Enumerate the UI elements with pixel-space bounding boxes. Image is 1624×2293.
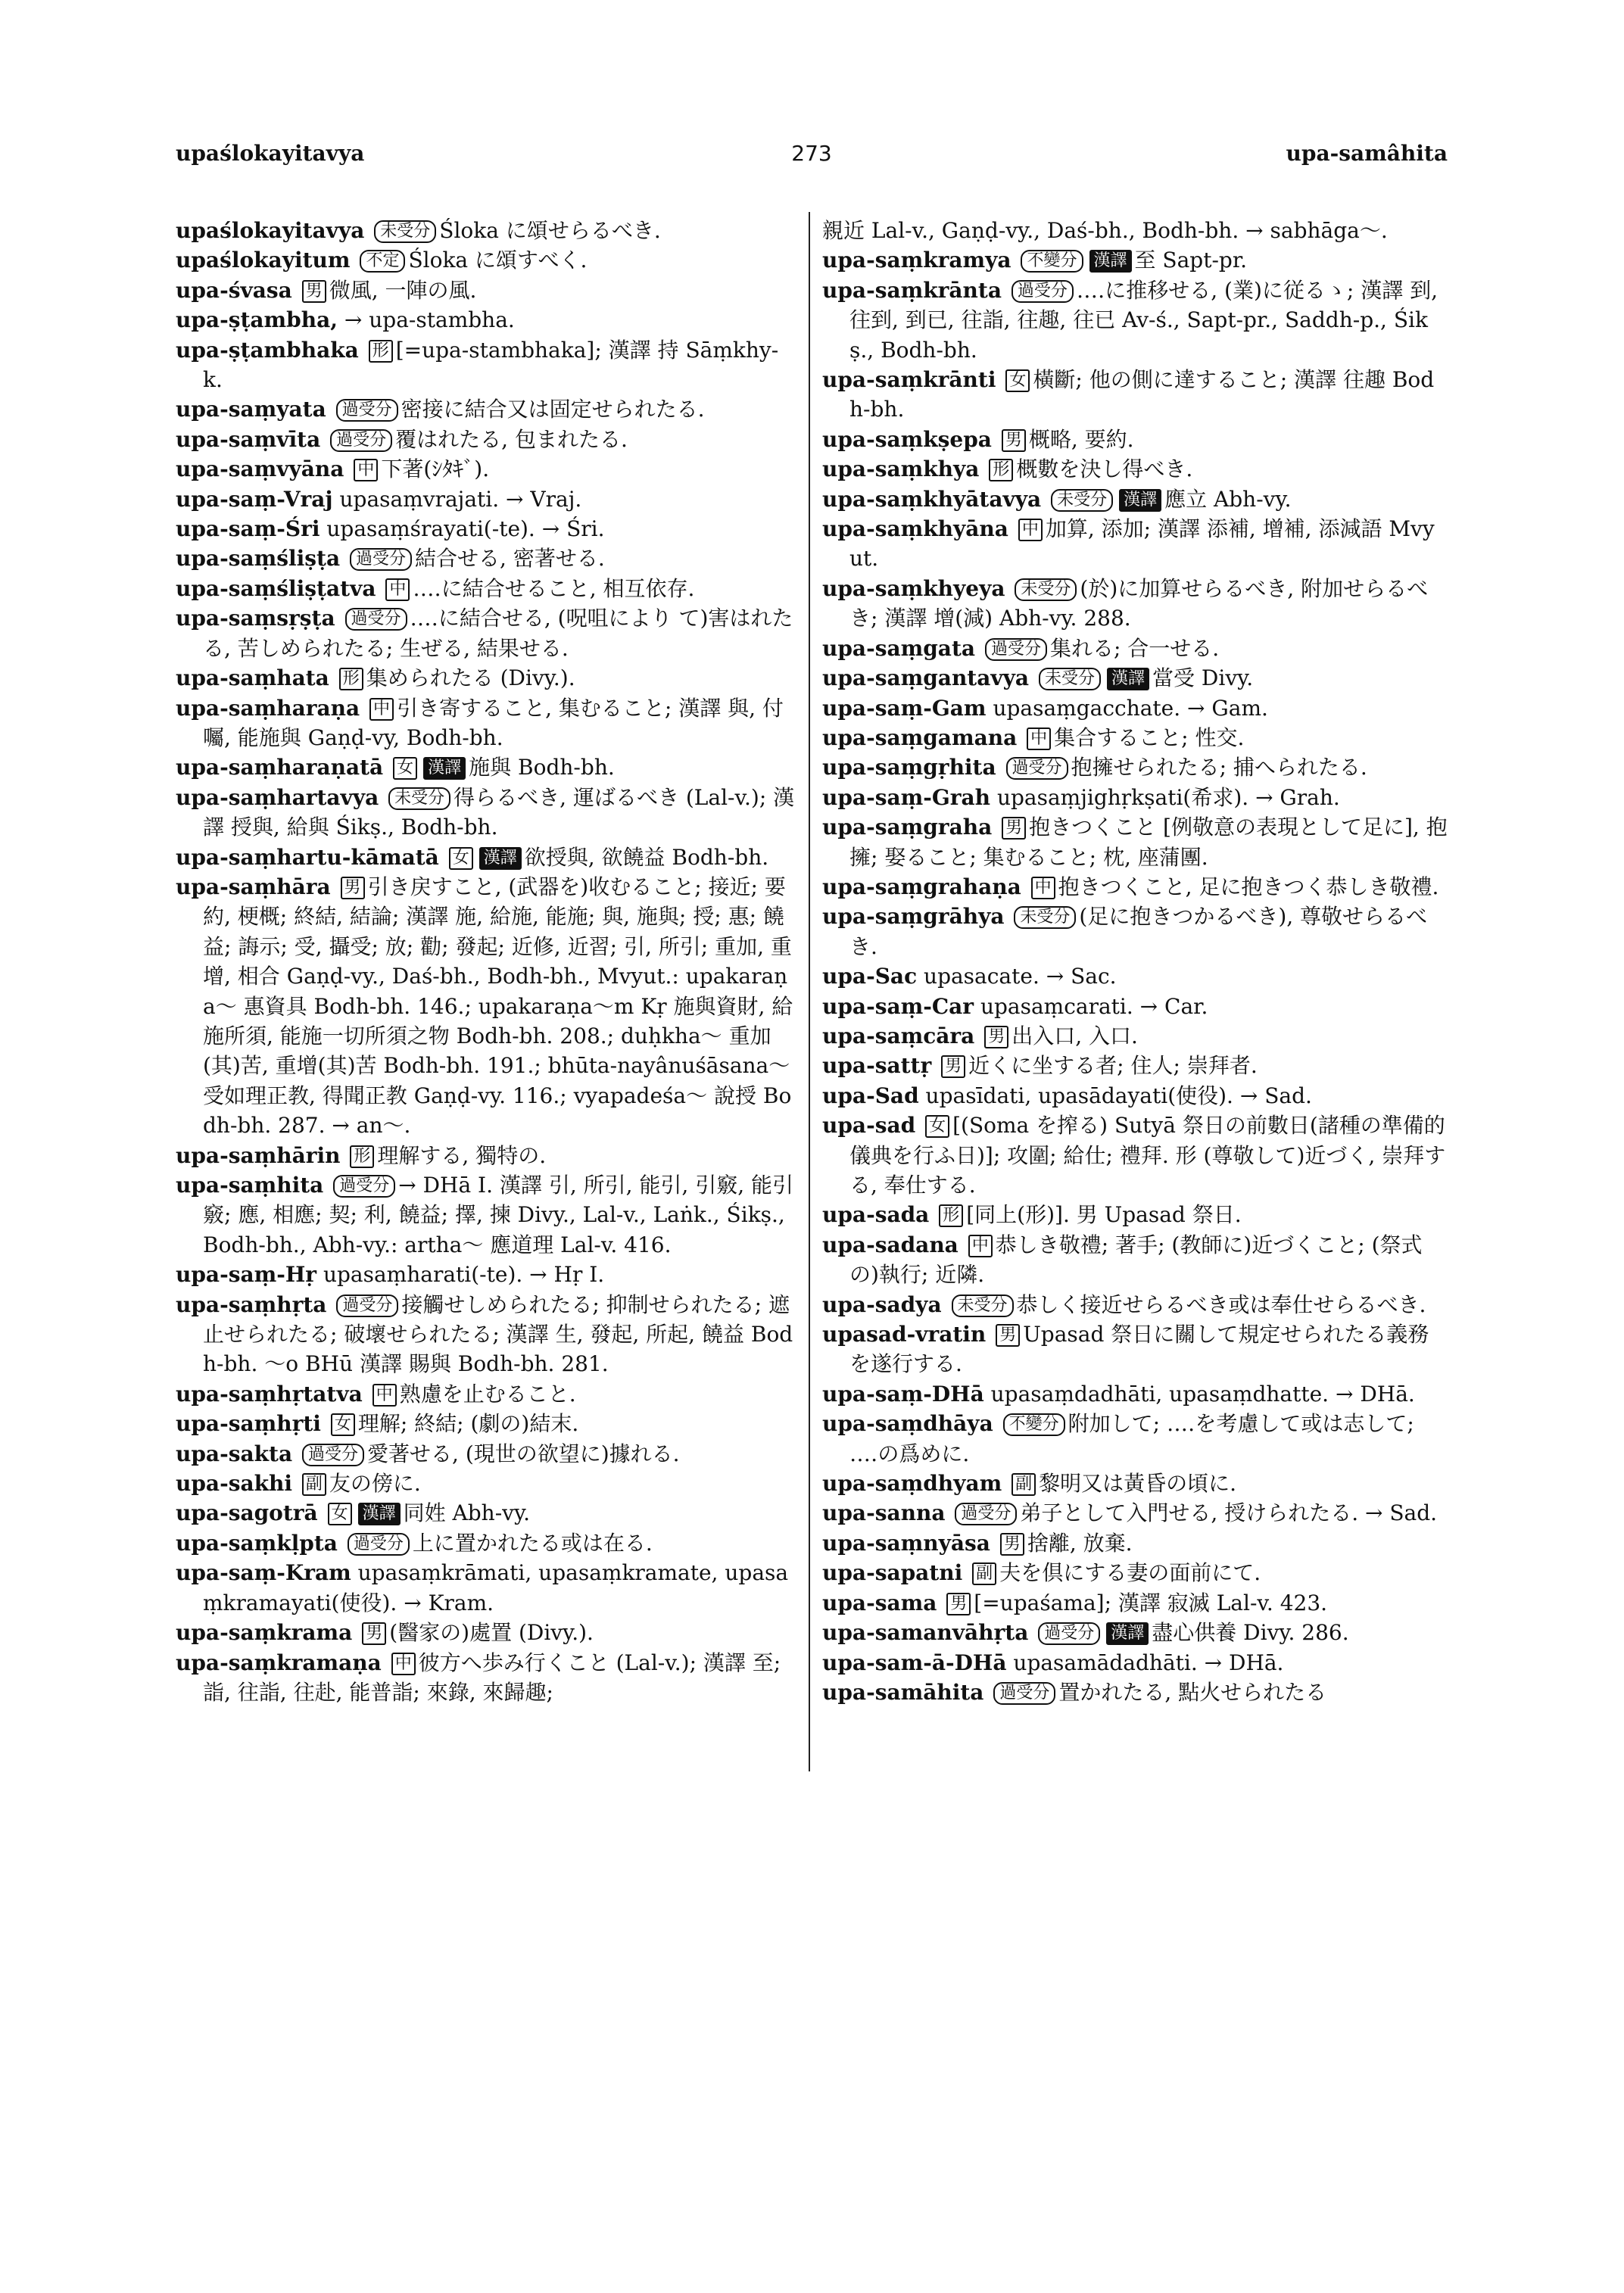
entry-headword: upa-saṃvīta (176, 426, 321, 452)
entry-definition: 熟慮を止むること. (399, 1381, 576, 1407)
entry-definition: ‥‥に結合せること, 相互依存. (413, 575, 695, 601)
dictionary-entry (176, 1558, 796, 1618)
grammar-tag: 過受分 (348, 1533, 410, 1556)
entry-definition: 恭しく接近せらるべき或は奉仕せらるべき. (1016, 1291, 1426, 1317)
entry-headword: upa-saṃkhyātavya (822, 486, 1042, 512)
dictionary-entry (822, 663, 1448, 693)
grammar-tag: 未受分 (374, 220, 436, 243)
dictionary-entry (822, 514, 1448, 574)
dictionary-entry (822, 992, 1448, 1021)
entry-headword: upa-Sac (822, 964, 918, 989)
entry-definition: [(Soma を搾る) Sutyā 祭日の前數日(諸種の準備的儀典を行ふ日)]; 攻圍; 給仕; 禮拜. 形 (尊敬して)近づく, 崇拜する, 奉仕する. (849, 1113, 1446, 1198)
entry-definition: 應立 Abh-vy. (1164, 486, 1292, 512)
entry-headword: upa-saṃgamana (822, 724, 1018, 750)
grammar-tag: 過受分 (350, 548, 412, 571)
dictionary-entry (176, 454, 796, 484)
grammar-tag: 中 (369, 698, 394, 721)
grammar-tag: 過受分 (1038, 1622, 1100, 1645)
entry-headword: upa-saṃhārin (176, 1142, 341, 1168)
grammar-tag: 不變分 (1021, 250, 1083, 273)
entry-headword: upa-saṃ-Vraj (176, 486, 333, 512)
column-divider (809, 212, 810, 1771)
grammar-tag: 女 (449, 847, 473, 870)
grammar-tag: 過受分 (993, 1682, 1055, 1705)
entry-definition: 弟子として入門せる, 授けられたる. → Sad. (1020, 1500, 1438, 1526)
dictionary-entry (822, 1051, 1448, 1080)
entry-definition: 集合すること; 性交. (1054, 724, 1245, 750)
entry-headword: upa-saṃhṛtatva (176, 1381, 363, 1407)
entry-headword: upa-samāhita (822, 1679, 984, 1705)
entry-headword: upa-saṃgrāhya (822, 904, 1005, 930)
dictionary-entry (822, 1678, 1448, 1707)
entry-definition: upasaṃjighṛkṣati(希求). → Grah. (996, 784, 1340, 810)
entry-headword: upa-sapatni (822, 1560, 963, 1586)
dictionary-entry (176, 1290, 796, 1379)
entry-definition: 覆はれたる, 包まれたる. (395, 426, 628, 452)
dictionary-entry (176, 276, 796, 305)
entry-headword: upa-sanna (822, 1500, 946, 1526)
dictionary-entry (822, 783, 1448, 812)
grammar-tag: 男 (946, 1593, 971, 1615)
entry-definition: 出入口, 入口. (1011, 1023, 1138, 1048)
entry-headword: upa-saṃkramaṇa (176, 1650, 382, 1675)
entry-definition: 抱きつくこと [例敬意の表現として足に], 抱擁; 娶ること; 集むること; 枕, 座蒲團. (849, 815, 1448, 870)
dictionary-entry (176, 693, 796, 753)
header-left-guideword: upaślokayitavya (176, 141, 365, 166)
entry-definition: Śloka に頌すべく. (408, 248, 588, 273)
dictionary-entry (822, 425, 1448, 454)
entry-definition: Upasad 祭日に關して規定せられたる義務を遂行する. (849, 1322, 1429, 1377)
entry-definition: 概數を決し得べき. (1016, 456, 1193, 482)
grammar-tag: 副 (1011, 1473, 1036, 1496)
dictionary-entry (822, 1528, 1448, 1558)
grammar-tag: 女 (393, 757, 417, 780)
grammar-tag: 形 (989, 459, 1013, 481)
entry-definition: upasaṃdadhāti, upasaṃdhatte. → DHā. (990, 1381, 1415, 1407)
entry-definition: 友の傍に. (329, 1471, 421, 1497)
entry-definition: → DHā I. 漢譯 引, 所引, 能引, 引竅, 能引竅; 應, 相應; 契; 利, 饒益; 擇, 揀 Divy., Lal-v., Laṅk., Śikṣ., Bodh-bh., Abh-vy.: artha〜 應道理 Lal-v. 416. (203, 1173, 794, 1257)
grammar-tag: 過受分 (333, 1175, 395, 1198)
dictionary-entry (822, 245, 1448, 275)
entry-definition: 捨離, 放棄. (1027, 1530, 1133, 1556)
entry-headword: upa-saṃ-Car (822, 993, 974, 1019)
grammar-tag: 中 (1031, 877, 1055, 899)
entry-definition: 近くに坐する者; 住人; 崇拜者. (968, 1053, 1258, 1079)
entry-definition: 抱きつくこと, 足に抱きつく恭しき敬禮. (1058, 874, 1439, 899)
entry-definition: upasaṃkrāmati, upasaṃkramate, upasaṃkramayati(使役). → Kram. (203, 1560, 789, 1615)
entry-headword: upa-saṃgata (822, 635, 976, 661)
dictionary-entry (822, 634, 1448, 663)
entry-definition: 接觸せしめられたる; 抑制せられたる; 遮止せられたる; 破壞せられたる; 漢譯 生, 發起, 所起, 饒益 Bodh-bh. 〜o BHū 漢譯 賜與 Bodh-bh. 281. (203, 1291, 793, 1377)
dictionary-entry (176, 783, 796, 843)
entry-headword: upa-sada (822, 1202, 930, 1228)
entry-headword: upa-saṃharaṇa (176, 695, 360, 721)
entry-definition: 微風, 一陣の風. (329, 277, 477, 303)
entry-definition: 當受 Divy. (1152, 665, 1254, 691)
dictionary-entry (822, 1230, 1448, 1290)
entry-definition: upasīdati, upasādayati(使役). → Sad. (925, 1083, 1312, 1108)
dictionary-entry (176, 843, 796, 872)
grammar-tag: 未受分 (1039, 668, 1101, 690)
grammar-tag: 形 (350, 1145, 374, 1168)
entry-headword: upa-saṃ-DHā (822, 1381, 984, 1407)
dictionary-entry (822, 1469, 1448, 1498)
entry-headword: upa-sad (822, 1113, 916, 1139)
grammar-tag: 過受分 (330, 429, 392, 452)
entry-headword: upa-sagotrā (176, 1500, 318, 1526)
dictionary-entry (176, 1648, 796, 1708)
dictionary-entry (176, 425, 796, 454)
grammar-tag: 男 (1000, 1533, 1024, 1556)
entry-headword: upa-saṃnyāsa (822, 1530, 990, 1556)
dictionary-entry (176, 544, 796, 573)
grammar-tag: 未受分 (1051, 489, 1113, 512)
entry-headword: upa-saṃkramya (822, 248, 1011, 273)
entry-headword: upa-śvasa (176, 277, 292, 303)
entry-definition: ‥‥に結合せる, (呪咀により て)害はれたる, 苦しめられたる; 生ぜる, 結果せる. (203, 606, 793, 661)
dictionary-entry (176, 1260, 796, 1289)
entry-definition: [=upa-stambhaka]; 漢譯 持 Sāṃkhy-k. (203, 337, 779, 393)
entry-definition: → upa-stambha. (344, 307, 515, 333)
grammar-tag: 不定 (360, 250, 405, 273)
dictionary-entry (176, 752, 796, 782)
entry-headword: upa-ṣṭambhaka (176, 337, 359, 363)
grammar-tag: 漢譯 (1107, 668, 1149, 690)
entry-headword: upa-saṃdhāya (822, 1411, 993, 1437)
grammar-tag: 未受分 (388, 787, 450, 810)
grammar-tag: 男 (302, 280, 326, 303)
header-right-guideword: upa-samâhita (1286, 141, 1448, 166)
dictionary-entry (176, 1141, 796, 1170)
entry-definition: upasaṃharati(-te). → Hṛ I. (323, 1262, 605, 1288)
entry-definition: upasamādadhāti. → DHā. (1013, 1650, 1284, 1675)
entry-headword: upa-saṃhṛti (176, 1411, 321, 1437)
dictionary-entry (176, 603, 796, 663)
dictionary-entry (822, 902, 1448, 961)
page-number: 273 (791, 141, 832, 166)
entry-definition: 加算, 添加; 漢譯 添補, 增補, 添減語 Mvyut. (849, 516, 1435, 572)
dictionary-entry (176, 574, 796, 603)
dictionary-entry (176, 1469, 796, 1498)
grammar-tag: 未受分 (1014, 906, 1076, 929)
entry-definition: upasacate. → Sac. (924, 964, 1117, 989)
entry-headword: upa-saṃhartu-kāmatā (176, 844, 439, 870)
grammar-tag: 過受分 (336, 1294, 398, 1317)
dictionary-entry (822, 1618, 1448, 1647)
dictionary-entry (176, 663, 796, 693)
dictionary-entry (822, 1290, 1448, 1319)
dictionary-entry (822, 693, 1448, 723)
entry-definition: 附加して; ‥‥を考慮して或は志して; ‥‥の爲めに. (849, 1411, 1414, 1466)
dictionary-entry (176, 872, 796, 1141)
dictionary-entry (822, 961, 1448, 991)
entry-headword: upasad-vratin (822, 1322, 987, 1347)
entry-headword: upa-saṃ-Kram (176, 1560, 351, 1586)
entry-headword: upa-sadya (822, 1291, 942, 1317)
entry-headword: upa-saṃhāra (176, 874, 331, 899)
grammar-tag: 過受分 (1006, 757, 1068, 780)
dictionary-entry (822, 752, 1448, 782)
entry-headword: upaślokayitum (176, 248, 351, 273)
entry-definition: (於)に加算せらるべき, 附加せらるべき; 漢譯 增(減) Abh-vy. 288. (849, 575, 1429, 631)
entry-definition: 同姓 Abh-vy. (403, 1500, 530, 1526)
left-column (176, 216, 796, 1707)
grammar-tag: 過受分 (302, 1444, 364, 1466)
grammar-tag: 副 (302, 1473, 326, 1496)
grammar-tag: 未受分 (1015, 578, 1077, 601)
dictionary-entry (176, 514, 796, 544)
entry-headword: upa-saṃkrānta (822, 277, 1002, 303)
dictionary-entry (176, 245, 796, 275)
grammar-tag: 男 (984, 1026, 1008, 1048)
entry-headword: upa-saṃyata (176, 397, 326, 422)
dictionary-entry (822, 276, 1448, 365)
grammar-tag: 中 (385, 578, 410, 601)
dictionary-entry (822, 1409, 1448, 1469)
grammar-tag: 不變分 (1003, 1413, 1065, 1436)
entry-definition: upasaṃśrayati(-te). → Śri. (326, 516, 605, 542)
dictionary-entry (822, 1558, 1448, 1587)
entry-definition: 理解する, 獨特の. (377, 1142, 547, 1168)
entry-definition: upasaṃvrajati. → Vraj. (339, 486, 582, 512)
dictionary-entry (822, 1588, 1448, 1618)
entry-headword: upa-saṃkḷpta (176, 1530, 338, 1556)
grammar-tag: 中 (1018, 519, 1043, 541)
entry-headword: upa-saṃkṣepa (822, 426, 992, 452)
dictionary-entry (822, 723, 1448, 752)
entry-headword: upa-saṃhata (176, 665, 329, 691)
dictionary-entry (176, 1409, 796, 1438)
entry-definition: 愛著せる, (現世の欲望に)據れる. (367, 1441, 680, 1466)
entry-definition: 至 Sapt-pr. (1134, 248, 1248, 273)
entry-headword: upa-ṣṭambha, (176, 307, 338, 333)
entry-headword: upa-sam-ā-DHā (822, 1650, 1007, 1675)
entry-headword: upa-sakta (176, 1441, 293, 1466)
dictionary-entry (176, 335, 796, 395)
dictionary-entry (822, 872, 1448, 902)
dictionary-entry (176, 1618, 796, 1647)
entry-definition: 施與 Bodh-bh. (469, 755, 615, 780)
dictionary-entry (176, 1528, 796, 1558)
entry-definition: 置かれたる, 點火せられたる (1058, 1679, 1327, 1705)
dictionary-entry (176, 216, 796, 245)
grammar-tag: 過受分 (955, 1503, 1017, 1525)
entry-definition: 欲授與, 欲饒益 Bodh-bh. (524, 844, 769, 870)
grammar-tag: 漢譯 (1089, 250, 1132, 273)
dictionary-entry (822, 1648, 1448, 1678)
grammar-tag: 男 (941, 1055, 965, 1078)
entry-headword: upaślokayitavya (176, 218, 365, 243)
entry-headword: upa-saṃ-Śri (176, 516, 320, 542)
entry-headword: upa-sama (822, 1590, 937, 1615)
entry-headword: upa-saṃgantavya (822, 665, 1030, 691)
entry-headword: upa-saṃkhyeya (822, 575, 1005, 601)
dictionary-entry (822, 1498, 1448, 1528)
grammar-tag: 中 (354, 459, 378, 481)
entry-definition: 下著(ｼﾀｷﾞ). (381, 456, 490, 482)
dictionary-entry (176, 1439, 796, 1469)
entry-headword: upa-saṃkhyāna (822, 516, 1008, 542)
entry-headword: upa-saṃśliṣṭatva (176, 575, 376, 601)
grammar-tag: 形 (939, 1204, 963, 1227)
entry-headword: upa-saṃ-Gam (822, 695, 987, 721)
entry-headword: upa-Sad (822, 1083, 919, 1108)
grammar-tag: 女 (1005, 369, 1030, 392)
entry-definition: [=upaśama]; 漢譯 寂滅 Lal-v. 423. (974, 1590, 1328, 1615)
grammar-tag: 過受分 (985, 638, 1047, 661)
grammar-tag: 女 (328, 1503, 352, 1525)
entry-definition: 抱擁せられたる; 捕へられたる. (1071, 755, 1367, 780)
entry-headword: upa-saṃgraha (822, 815, 993, 840)
entry-headword: upa-sakhi (176, 1471, 292, 1497)
entry-headword: upa-saṃhita (176, 1173, 324, 1198)
grammar-tag: 漢譯 (1119, 489, 1161, 512)
entry-definition: 得らるべき, 運ばるべき (Lal-v.); 漢譯 授與, 給與 Śikṣ., Bodh-bh. (203, 784, 795, 840)
entry-definition: (足に抱きつかるべき), 尊敬せらるべき. (849, 904, 1428, 959)
entry-headword: upa-saṃśliṣṭa (176, 546, 341, 572)
grammar-tag: 男 (362, 1622, 386, 1645)
entry-definition: (醫家の)處置 (Divy.). (389, 1620, 594, 1646)
entry-definition: 結合せる, 密著せる. (415, 546, 605, 572)
entry-definition: 引き戻すこと, (武器を)收むること; 接近; 要約, 梗概; 終結, 結論; 漢譯 施, 給施, 能施; 與, 施與; 授; 惠; 饒益; 誨示; 受, 攝受; 放; 勸; 發起; 近修, 近習; 引, 所引; 重加, 重增, 相合 Gaṇḍ-vy., Daś-bh., Bodh-bh., Mvyut.: upakaraṇa〜 惠資具 Bodh-bh. 146.; upakaraṇa〜m Kṛ 施與資財, 給施所須, 能施一切所須之物 Bodh-bh. 208.; duḥkha〜 重加(其)苦, 重增(其)苦 Bodh-bh. 191.; bhūta-nayânuśāsana〜 受如理正教, 得聞正教 Gaṇḍ-vy. 116.; vyapadeśa〜 說授 Bodh-bh. 287. → an〜. (203, 874, 793, 1139)
entry-headword: upa-saṃgrahaṇa (822, 874, 1021, 899)
grammar-tag: 男 (1002, 429, 1026, 452)
entry-definition: 彼方へ歩み行くこと (Lal-v.); 漢譯 至; 詣, 往詣, 往赴, 能普詣; 來錄, 來歸趣; (203, 1650, 781, 1705)
entry-definition: 橫斷; 他の側に達すること; 漢譯 往趣 Bodh-bh. (849, 367, 1435, 422)
dictionary-entry (176, 1170, 796, 1260)
dictionary-entry (176, 1379, 796, 1409)
dictionary-entry (822, 1081, 1448, 1111)
grammar-tag: 未受分 (952, 1294, 1014, 1317)
grammar-tag: 男 (996, 1324, 1020, 1347)
entry-headword: upa-saṃkhya (822, 456, 980, 482)
entry-definition: ‥‥に推移せる, (業)に従るゝ; 漢譯 到, 往到, 到已, 往詣, 往趣, 往已 Av-ś., Sapt-pr., Saddh-p., Śikṣ., Bodh-bh. (849, 277, 1439, 363)
entry-definition: 引き寄すること, 集むること; 漢譯 與, 付囑, 能施與 Gaṇḍ-vy, Bodh-bh. (203, 695, 784, 750)
entry-definition: [同上(形)]. 男 Upasad 祭日. (966, 1202, 1242, 1228)
grammar-tag: 女 (925, 1115, 949, 1138)
grammar-tag: 中 (372, 1384, 397, 1407)
dictionary-entry (822, 365, 1448, 425)
dictionary-entry (822, 812, 1448, 872)
entry-definition: 親近 Lal-v., Gaṇḍ-vy., Daś-bh., Bodh-bh. → sabhāga〜. (822, 218, 1388, 243)
grammar-tag: 女 (331, 1413, 355, 1436)
entry-headword: upa-saṃharaṇatā (176, 755, 384, 780)
dictionary-entry (822, 1319, 1448, 1379)
grammar-tag: 男 (341, 877, 365, 899)
grammar-tag: 副 (972, 1562, 996, 1585)
entry-definition: 概略, 要約. (1028, 426, 1134, 452)
entry-definition: 理解; 終結; (劇の)結末. (357, 1411, 579, 1437)
dictionary-entry (822, 454, 1448, 484)
entry-headword: upa-sattṛ (822, 1053, 932, 1079)
entry-headword: upa-saṃhṛta (176, 1291, 327, 1317)
entry-headword: upa-saṃcāra (822, 1023, 975, 1048)
entry-headword: upa-saṃkrānti (822, 367, 996, 393)
dictionary-entry (176, 484, 796, 514)
dictionary-entry (822, 484, 1448, 514)
grammar-tag: 形 (369, 340, 393, 363)
entry-definition: 夫を倶にする妻の面前にて. (999, 1560, 1261, 1586)
dictionary-entry (822, 1111, 1448, 1200)
dictionary-entry (822, 1021, 1448, 1051)
entry-definition: 恭しき敬禮; 著手; (教師に)近づくこと; (祭式の)執行; 近隣. (849, 1232, 1423, 1288)
entry-headword: upa-saṃsṛṣṭa (176, 606, 335, 631)
entry-headword: upa-saṃhartavya (176, 784, 379, 810)
grammar-tag: 漢譯 (423, 757, 466, 780)
dictionary-entry (176, 305, 796, 335)
grammar-tag: 漢譯 (1106, 1622, 1149, 1645)
entry-headword: upa-saṃdhyam (822, 1471, 1002, 1497)
entry-headword: upa-saṃ-Hṛ (176, 1262, 317, 1288)
grammar-tag: 中 (391, 1653, 416, 1675)
dictionary-entry (176, 394, 796, 424)
entry-definition: 上に置かれたる或は在る. (412, 1530, 653, 1556)
grammar-tag: 過受分 (345, 608, 407, 631)
grammar-tag: 中 (968, 1235, 993, 1257)
grammar-tag: 過受分 (1011, 280, 1074, 303)
grammar-tag: 漢譯 (479, 847, 522, 870)
grammar-tag: 中 (1027, 727, 1051, 750)
entry-definition: 集れる; 合一せる. (1049, 635, 1220, 661)
entry-headword: upa-samanvāhṛta (822, 1620, 1029, 1646)
dictionary-entry (822, 1379, 1448, 1409)
entry-headword: upa-saṃgṛhita (822, 755, 996, 780)
entry-definition: 密接に結合又は固定せられたる. (401, 397, 705, 422)
entry-definition: upasaṃcarati. → Car. (980, 993, 1208, 1019)
entry-headword: upa-saṃkrama (176, 1620, 353, 1646)
entry-definition: upasaṃgacchate. → Gam. (993, 695, 1268, 721)
entry-headword: upa-sadana (822, 1232, 959, 1257)
entry-headword: upa-saṃ-Grah (822, 784, 991, 810)
grammar-tag: 漢譯 (358, 1503, 401, 1525)
dictionary-entry (822, 216, 1448, 245)
entry-definition: Śloka に頌せらるべき. (439, 218, 661, 243)
entry-definition: 盡心供養 Divy. 286. (1152, 1620, 1349, 1646)
right-column (822, 216, 1448, 1707)
grammar-tag: 過受分 (336, 399, 398, 422)
grammar-tag: 男 (1002, 817, 1026, 840)
entry-definition: 黎明又は黃昏の頃に. (1039, 1471, 1237, 1497)
grammar-tag: 形 (339, 668, 363, 690)
entry-headword: upa-saṃvyāna (176, 456, 344, 482)
dictionary-entry (176, 1498, 796, 1528)
dictionary-entry (822, 1200, 1448, 1229)
entry-definition: 集められたる (Divy.). (366, 665, 575, 691)
dictionary-entry (822, 574, 1448, 634)
running-header (176, 141, 1448, 171)
